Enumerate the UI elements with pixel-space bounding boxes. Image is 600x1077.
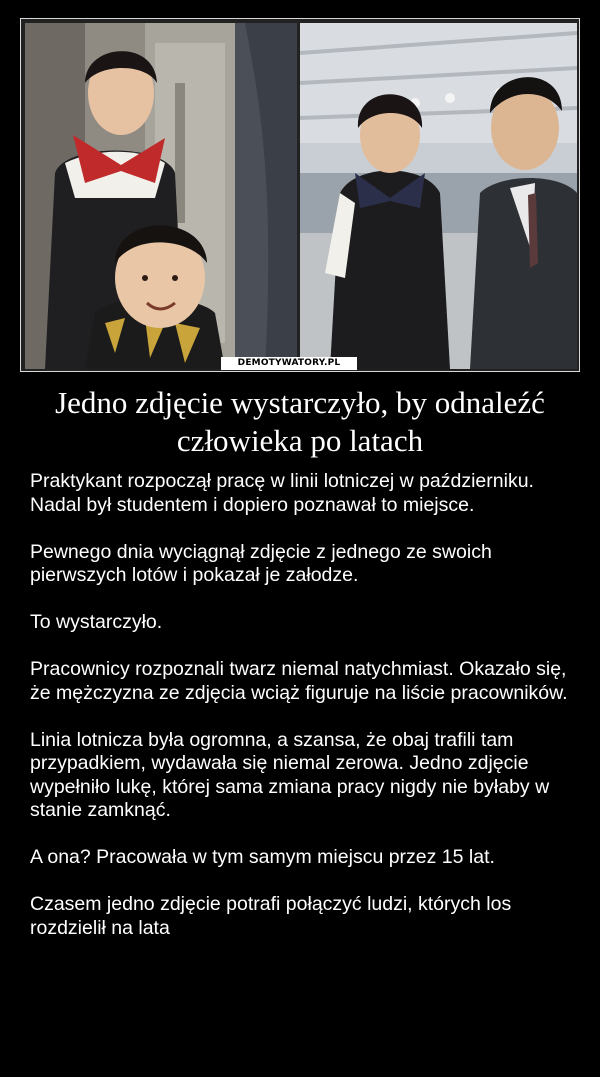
paragraph: Czasem jedno zdjęcie potrafi połączyć ludzi, których los rozdzielił na lata bbox=[30, 893, 512, 939]
paragraph: A ona? Pracowała w tym samym miejscu przez 15 lat. bbox=[30, 846, 495, 868]
paragraph: To wystarczyło. bbox=[30, 611, 163, 633]
story-text bbox=[30, 470, 575, 940]
page-title bbox=[0, 384, 600, 460]
new-photo-stewardess-with-man bbox=[300, 23, 577, 369]
new-photo-illustration bbox=[300, 23, 577, 369]
old-photo-stewardess-with-boy bbox=[25, 23, 297, 369]
paragraph: Pewnego dnia wyciągnął zdjęcie z jednego ze swoich pierwszych lotów i pokazał je załodze. bbox=[30, 540, 492, 586]
paragraph: Linia lotnicza była ogromna, a szansa, że obaj trafili tam przypadkiem, wydawała się niemal zerowa. Jedno zdjęcie wypełniło lukę, której sama zmiana pracy nigdy nie byłaby w stanie zamknąć. bbox=[30, 728, 550, 821]
title-line-2: człowieka po latach bbox=[176, 423, 424, 458]
photo-frame bbox=[20, 18, 580, 372]
old-photo-illustration bbox=[25, 23, 297, 369]
title-line-1: Jedno zdjęcie wystarczyło, by odnaleźć bbox=[55, 385, 545, 420]
paragraph: Pracownicy rozpoznali twarz niemal natychmiast. Okazało się, że mężczyzna ze zdjęcia wciąż figuruje na liście pracowników. bbox=[30, 658, 568, 704]
watermark-label: DEMOTYWATORY.PL bbox=[221, 357, 357, 370]
paragraph: Praktykant rozpoczął pracę w linii lotniczej w październiku. Nadal był studentem i dopiero poznawał to miejsce. bbox=[30, 470, 534, 516]
